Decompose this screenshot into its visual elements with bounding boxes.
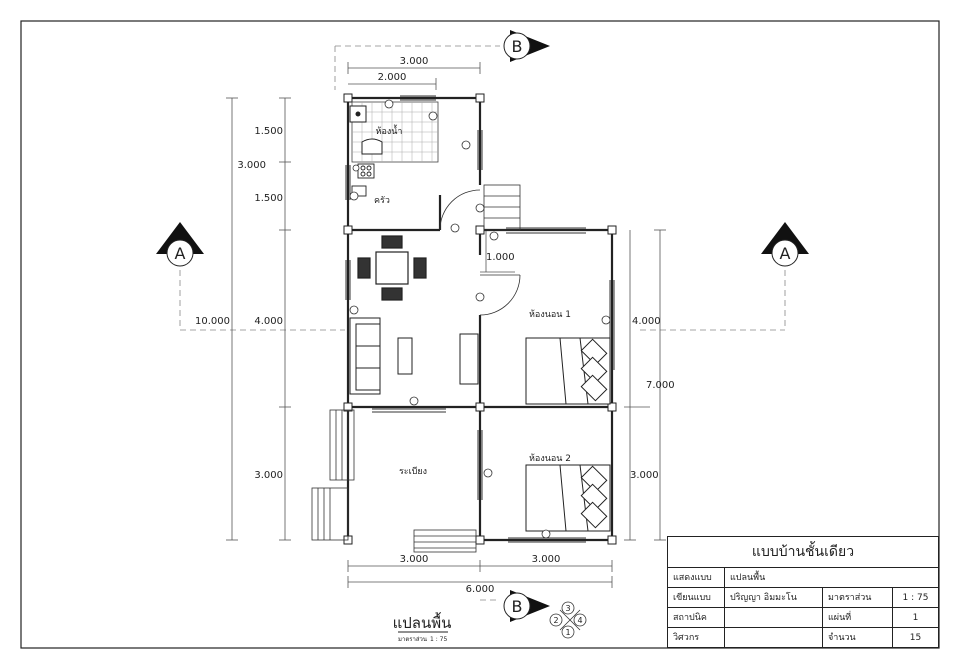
- room-label-terrace: ระเบียง: [398, 467, 428, 477]
- tb-label-engineer: วิศวกร: [668, 628, 725, 648]
- tb-label-drafter: เขียนแบบ: [668, 588, 725, 607]
- plan-caption-scale-value: 1 : 75: [430, 636, 448, 643]
- dim-right-lower: 3.000: [630, 470, 659, 481]
- terrace-steps: [312, 410, 476, 552]
- room-label-kitchen: ครัว: [374, 196, 390, 206]
- dim-left-pair: 3.000: [237, 160, 266, 171]
- title-block-row-architect: [668, 608, 938, 628]
- sheet-key-2: 2: [553, 616, 559, 625]
- tb-label-show: แสดงแบบ: [668, 568, 725, 587]
- title-block-row-drawing: [668, 568, 938, 588]
- room-labels: [374, 124, 571, 477]
- sheet-key-symbol: [550, 602, 586, 638]
- section-marker-top-b-label: B: [511, 37, 523, 56]
- sheet-key-1: 1: [565, 628, 571, 637]
- dim-top-partial: 2.000: [377, 72, 407, 83]
- dim-bottom-total: 6.000: [465, 584, 495, 595]
- dim-bottom-left: 3.000: [399, 554, 429, 565]
- section-marker-left-a-label: A: [174, 244, 186, 263]
- section-marker-left-a: [156, 222, 204, 266]
- dim-top-total: 3.000: [399, 56, 429, 67]
- plan-caption: [393, 612, 452, 643]
- tb-value-architect: [725, 608, 823, 627]
- dining-set: [358, 236, 426, 300]
- title-block-title: แบบบ้านชั้นเดียว: [668, 537, 938, 568]
- dim-left-mid: 4.000: [254, 316, 283, 327]
- room-label-bedroom-1: ห้องนอน 1: [528, 310, 572, 320]
- title-block-row-drafter: [668, 588, 938, 608]
- tb-value-count: 15: [909, 633, 922, 643]
- plan-caption-scale-label: มาตราส่วน: [398, 636, 427, 643]
- dim-bottom-right: 3.000: [531, 554, 561, 565]
- section-marker-top-b: [504, 30, 550, 62]
- tb-value-drafter: ปริญญา อิมมะโน: [725, 588, 823, 607]
- dim-door-width: 1.000: [486, 252, 515, 263]
- dim-right-total: 7.000: [646, 380, 675, 391]
- tb-label-scale: มาตราส่วน: [823, 588, 893, 607]
- sheet-key-4: 4: [577, 616, 583, 625]
- bed-bedroom-2: [526, 465, 610, 531]
- section-marker-bottom-b: [504, 590, 550, 622]
- section-marker-bottom-b-label: B: [511, 597, 523, 616]
- title-block-row-engineer: [668, 628, 938, 648]
- section-marker-right-a-label: A: [779, 244, 791, 263]
- tb-value-engineer: [725, 628, 823, 648]
- plan-caption-title: แปลนพื้น: [392, 614, 452, 632]
- living-set: [350, 318, 478, 394]
- back-steps: [484, 185, 520, 230]
- sheet-key-3: 3: [565, 604, 571, 613]
- tb-label-sheet: แผ่นที่: [823, 608, 893, 627]
- tb-label-architect: สถาปนิค: [668, 608, 725, 627]
- room-label-bedroom-2: ห้องนอน 2: [528, 454, 572, 464]
- tb-value-scale: 1 : 75: [902, 593, 929, 603]
- bed-bedroom-1: [526, 338, 610, 404]
- tb-value-sheet: 1: [912, 613, 919, 623]
- section-marker-right-a: [761, 222, 809, 266]
- dim-left-total: 10.000: [195, 316, 230, 327]
- dim-left-bottom: 3.000: [254, 470, 283, 481]
- tb-value-show: แปลนพื้น: [730, 573, 766, 583]
- tb-label-count: จำนวน: [823, 628, 893, 648]
- room-label-bathroom: ห้องน้ำ: [375, 127, 403, 137]
- dim-right-upper: 4.000: [632, 316, 661, 327]
- dim-left-seg-2: 1.500: [254, 193, 283, 204]
- title-block: [667, 536, 939, 648]
- dim-left-seg-1: 1.500: [254, 126, 283, 137]
